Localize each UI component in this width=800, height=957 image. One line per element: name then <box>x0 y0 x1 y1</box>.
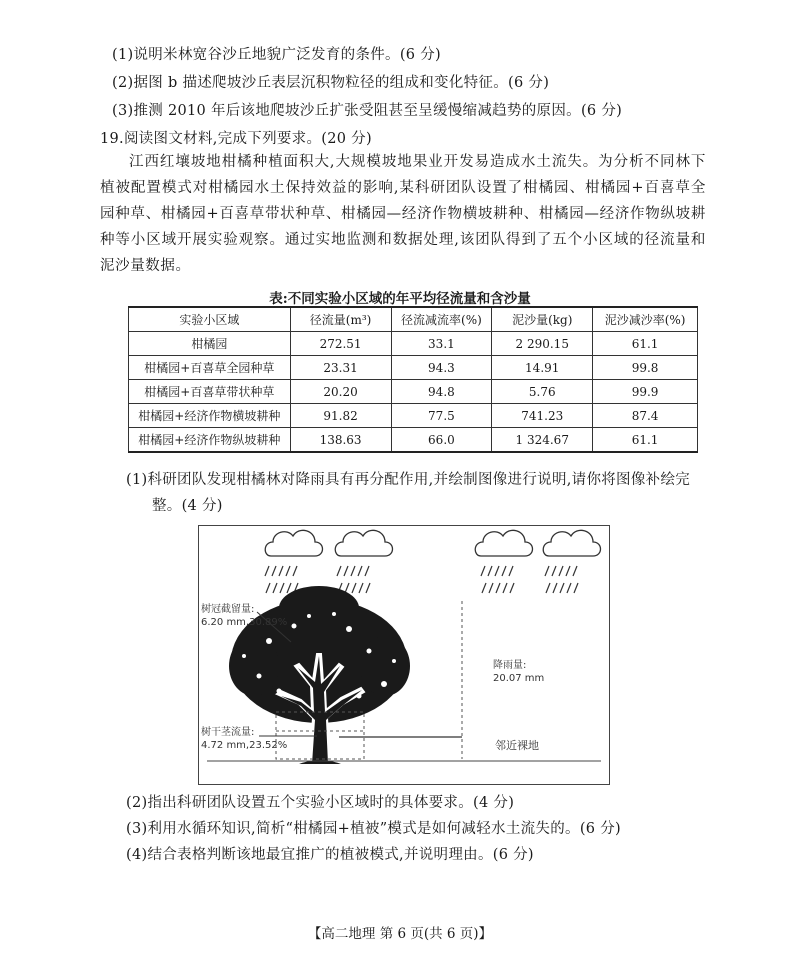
table-row <box>129 356 698 380</box>
rain-icon <box>337 566 370 593</box>
question-19-header: 19.阅读图文材料,完成下列要求。(20 分) <box>100 131 372 147</box>
table-cell: 138.63 <box>290 428 391 453</box>
table-header-cell: 泥沙减沙率(%) <box>593 307 698 332</box>
rainfall-label-value: 20.07 mm <box>493 673 545 684</box>
table-header-row <box>129 307 698 332</box>
stemflow-label <box>201 726 287 752</box>
table-cell: 94.8 <box>391 380 492 404</box>
table-cell: 2 290.15 <box>492 332 593 356</box>
table-cell: 61.1 <box>593 332 698 356</box>
table-cell: 61.1 <box>593 428 698 453</box>
table-cell: 柑橘园+经济作物横坡耕种 <box>129 404 291 428</box>
table-cell: 20.20 <box>290 380 391 404</box>
table-header-cell: 泥沙量(kg) <box>492 307 593 332</box>
page-footer: 【高二地理 第 6 页(共 6 页)】 <box>307 926 493 942</box>
stemflow-label-value: 4.72 mm,23.52% <box>201 740 288 751</box>
cloud-icon <box>543 530 600 556</box>
question-18-part-2: (2)据图 b 描述爬坡沙丘表层沉积物粒径的组成和变化特征。(6 分) <box>112 75 550 91</box>
cloud-icon <box>475 530 532 556</box>
stemflow-label-title: 树干茎流量: <box>201 727 255 738</box>
table-cell: 91.82 <box>290 404 391 428</box>
table-cell: 5.76 <box>492 380 593 404</box>
table-cell: 87.4 <box>593 404 698 428</box>
table-header-cell: 径流量(m³) <box>290 307 391 332</box>
question-18-part-3: (3)推测 2010 年后该地爬坡沙丘扩张受阻甚至呈缓慢缩减趋势的原因。(6 分) <box>112 103 623 119</box>
table-cell: 柑橘园+经济作物纵坡耕种 <box>129 428 291 453</box>
table-cell: 94.3 <box>391 356 492 380</box>
table-cell: 66.0 <box>391 428 492 453</box>
table-caption: 表:不同实验小区域的年平均径流量和含沙量 <box>269 291 531 307</box>
table-cell: 柑橘园 <box>129 332 291 356</box>
rainfall-label-title: 降雨量: <box>493 660 527 671</box>
table-header-cell: 径流减流率(%) <box>391 307 492 332</box>
table-cell: 柑橘园+百喜草带状种草 <box>129 380 291 404</box>
rainfall-label <box>493 659 544 685</box>
crown-label-title: 树冠截留量: <box>201 604 255 615</box>
table-cell: 741.23 <box>492 404 593 428</box>
sub-question-4: (4)结合表格判断该地最宜推广的植被模式,并说明理由。(6 分) <box>126 847 534 863</box>
rain-icon <box>481 566 514 593</box>
rain-icon <box>265 566 298 593</box>
sub-question-3: (3)利用水循环知识,简析“柑橘园+植被”模式是如何减轻水土流失的。(6 分) <box>126 821 621 837</box>
cloud-icon <box>335 530 392 556</box>
crown-label-value: 6.20 mm,30.89% <box>201 617 288 628</box>
bare-land-label: 邻近裸地 <box>495 739 539 752</box>
table-row <box>129 380 698 404</box>
runoff-sediment-table <box>128 306 698 453</box>
table-cell: 272.51 <box>290 332 391 356</box>
question-18-part-1: (1)说明米林宽谷沙丘地貌广泛发育的条件。(6 分) <box>112 47 441 63</box>
table-header-cell: 实验小区域 <box>129 307 291 332</box>
table-cell: 23.31 <box>290 356 391 380</box>
sub-question-2: (2)指出科研团队设置五个实验小区域时的具体要求。(4 分) <box>126 795 515 811</box>
crown-interception-label <box>201 603 287 629</box>
table-row <box>129 404 698 428</box>
cloud-icon <box>265 530 322 556</box>
table-row <box>129 428 698 453</box>
table-row <box>129 332 698 356</box>
rainfall-redistribution-figure <box>198 525 610 785</box>
sub-question-1-line-2: 整。(4 分) <box>152 498 223 514</box>
table-cell: 1 324.67 <box>492 428 593 453</box>
sub-question-1-line-1: (1)科研团队发现柑橘林对降雨具有再分配作用,并绘制图像进行说明,请你将图像补绘完 <box>126 472 691 488</box>
table-cell: 14.91 <box>492 356 593 380</box>
table-cell: 99.9 <box>593 380 698 404</box>
table-cell: 33.1 <box>391 332 492 356</box>
table-cell: 99.8 <box>593 356 698 380</box>
table-cell: 77.5 <box>391 404 492 428</box>
question-19-passage: 江西红壤坡地柑橘种植面积大,大规模坡地果业开发易造成水土流失。为分析不同林下植被配置模式对柑橘园水土保持效益的影响,某科研团队设置了柑橘园、柑橘园+百喜草全园种草、柑橘园+百喜草带状种草、柑橘园—经济作物横坡耕种、柑橘园—经济作物纵坡耕种等小区域开展实验观察。通过实地监测和数据处理,该团队得到了五个小区域的径流量和泥沙量数据。 <box>100 154 706 274</box>
table-cell: 柑橘园+百喜草全园种草 <box>129 356 291 380</box>
rain-icon <box>545 566 578 593</box>
